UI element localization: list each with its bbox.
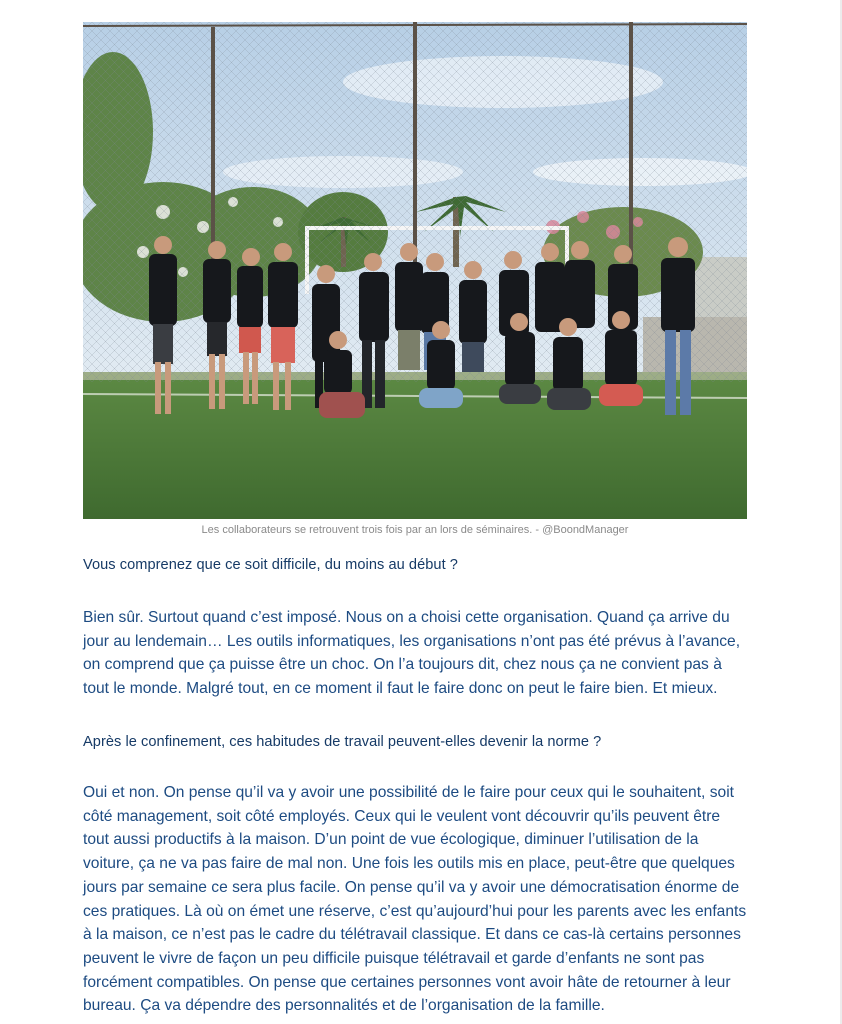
interview-question-1: Vous comprenez que ce soit difficile, du moins au début ? xyxy=(83,557,458,573)
photo-caption: Les collaborateurs se retrouvent trois fois par an lors de séminaires. - @BoondManager xyxy=(201,524,629,536)
team-photo xyxy=(83,22,747,519)
interview-answer-1: Bien sûr. Surtout quand c’est imposé. Nous on a choisi cette organisation. Quand ça arrive du jour au lendemain… Les outils informatiques, les organisations n’ont pas été prévus à l’avance, on comprend que ça puisse être un choc. On l’a toujours dit, chez nous ça ne convient pas à tout le monde. Malgré tout, en ce moment il faut le faire donc on peut le faire bien. Et mieux. xyxy=(83,609,741,698)
team-photo-illustration xyxy=(83,22,747,519)
interview-answer-2: Oui et non. On pense qu’il va y avoir une possibilité de le faire pour ceux qui le souhaitent, soit côté management, soit côté employés. Ceux qui le veulent vont découvrir qu’ils peuvent être tout aussi productifs à la maison. D’un point de vue écologique, diminuer l’utilisation de la voiture, ça ne va pas faire de mal non. Une fois les outils mis en place, peut-être que quelques jours par semaine ce sera plus facile. On pense qu’il va y avoir une démocratisation énorme de ces pratiques. Là où on émet une réserve, c’est qu’aujourd’hui pour les parents avec les enfants à la maison, ce n’est pas le cadre du télétravail classique. Et dans ce cas-là certains personnes peuvent le vivre de façon un peu difficile puisque télétravail et garde d’enfants ne sont pas forcément compatibles. On pense que certaines personnes vont avoir hâte de retourner à leur bureau. Ça va dépendre des personnalités et de l’organisation de la famille. xyxy=(83,784,747,1015)
interview-question-2: Après le confinement, ces habitudes de travail peuvent-elles devenir la norme ? xyxy=(83,734,602,750)
